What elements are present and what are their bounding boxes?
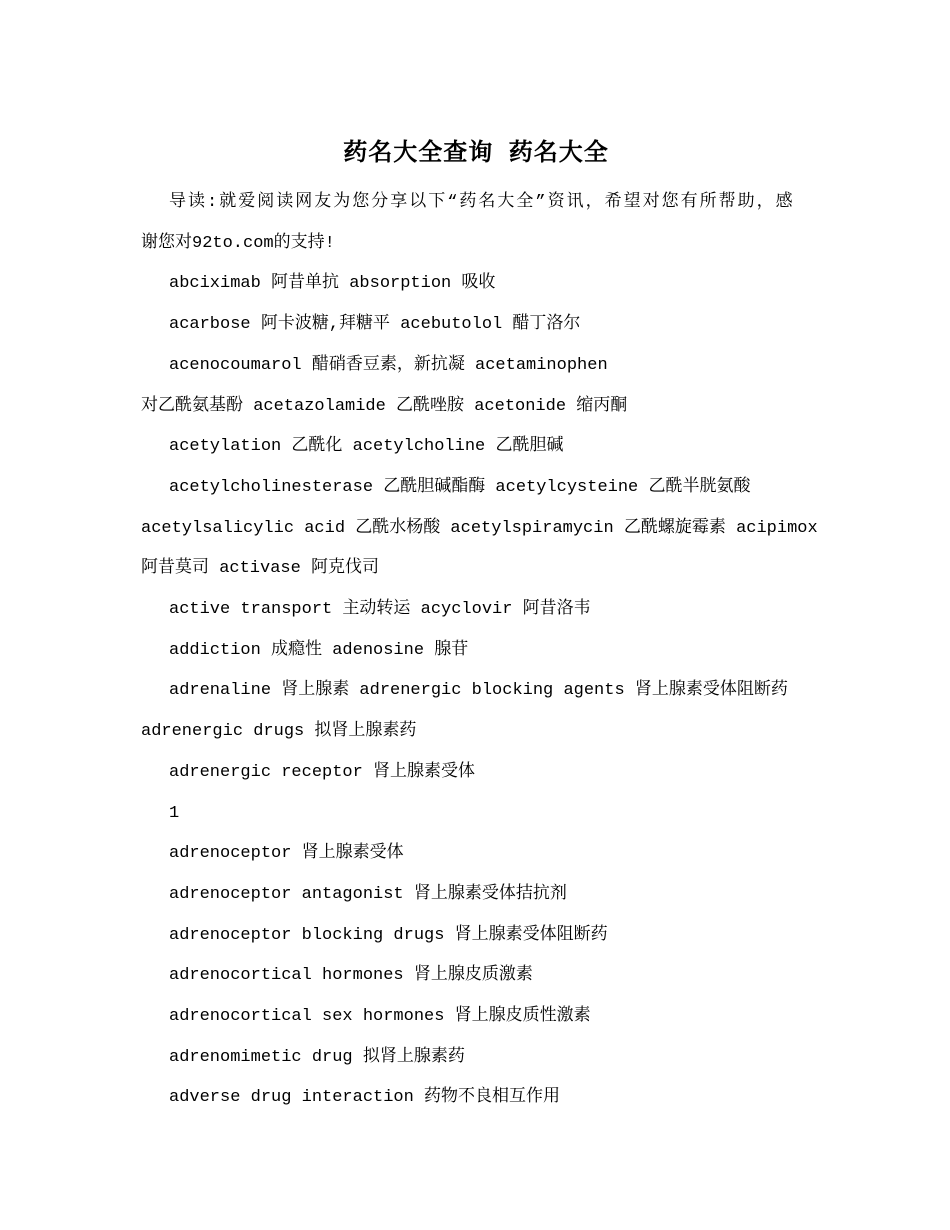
entry-line: adrenomimetic drug 拟肾上腺素药 (169, 1047, 465, 1067)
entry-line: acetylcholinesterase 乙酰胆碱酯酶 acetylcysteine 乙酰半胱氨酸 (169, 477, 751, 497)
entry-line: 阿昔莫司 activase 阿克伐司 (141, 559, 380, 579)
entry-line: adrenoceptor 肾上腺素受体 (169, 844, 404, 864)
entry-line: acarbose 阿卡波糖,拜糖平 acebutolol 醋丁洛尔 (169, 315, 581, 335)
entry-line: adrenocortical hormones 肾上腺皮质激素 (169, 966, 533, 986)
intro-line-1: 导读:就爱阅读网友为您分享以下“药名大全”资讯，希望对您有所帮助，感 (169, 193, 795, 212)
entry-line: adrenoceptor blocking drugs 肾上腺素受体阻断药 (169, 925, 608, 945)
entry-line: acenocoumarol 醋硝香豆素，新抗凝 acetaminophen (169, 355, 608, 375)
entry-line: active transport 主动转运 acyclovir 阿昔洛韦 (169, 600, 591, 620)
entry-line: acetylsalicylic acid 乙酰水杨酸 acetylspiramycin 乙酰螺旋霉素 acipimox (141, 518, 818, 538)
entry-line: adverse drug interaction 药物不良相互作用 (169, 1088, 561, 1108)
entry-line: adrenergic receptor 肾上腺素受体 (169, 762, 476, 782)
intro-line-2: 谢您对92to.com的支持! (141, 233, 335, 253)
entry-line: adrenaline 肾上腺素 adrenergic blocking agents 肾上腺素受体阻断药 (169, 681, 788, 701)
entry-line: adrenergic drugs 拟肾上腺素药 (141, 722, 417, 742)
entry-line: 对乙酰氨基酚 acetazolamide 乙酰唑胺 acetonide 缩丙酮 (141, 396, 628, 416)
entry-line: adrenocortical sex hormones 肾上腺皮质性激素 (169, 1007, 591, 1027)
entry-line: acetylation 乙酰化 acetylcholine 乙酰胆碱 (169, 437, 564, 457)
entry-line: 1 (169, 803, 180, 823)
page-title: 药名大全查询 药名大全 (343, 141, 609, 168)
entry-line: adrenoceptor antagonist 肾上腺素受体拮抗剂 (169, 884, 567, 904)
entry-list (141, 264, 818, 1119)
entry-line: addiction 成瘾性 adenosine 腺苷 (169, 640, 469, 660)
entry-line: abciximab 阿昔单抗 absorption 吸收 (169, 274, 496, 294)
intro-paragraph (141, 183, 811, 264)
